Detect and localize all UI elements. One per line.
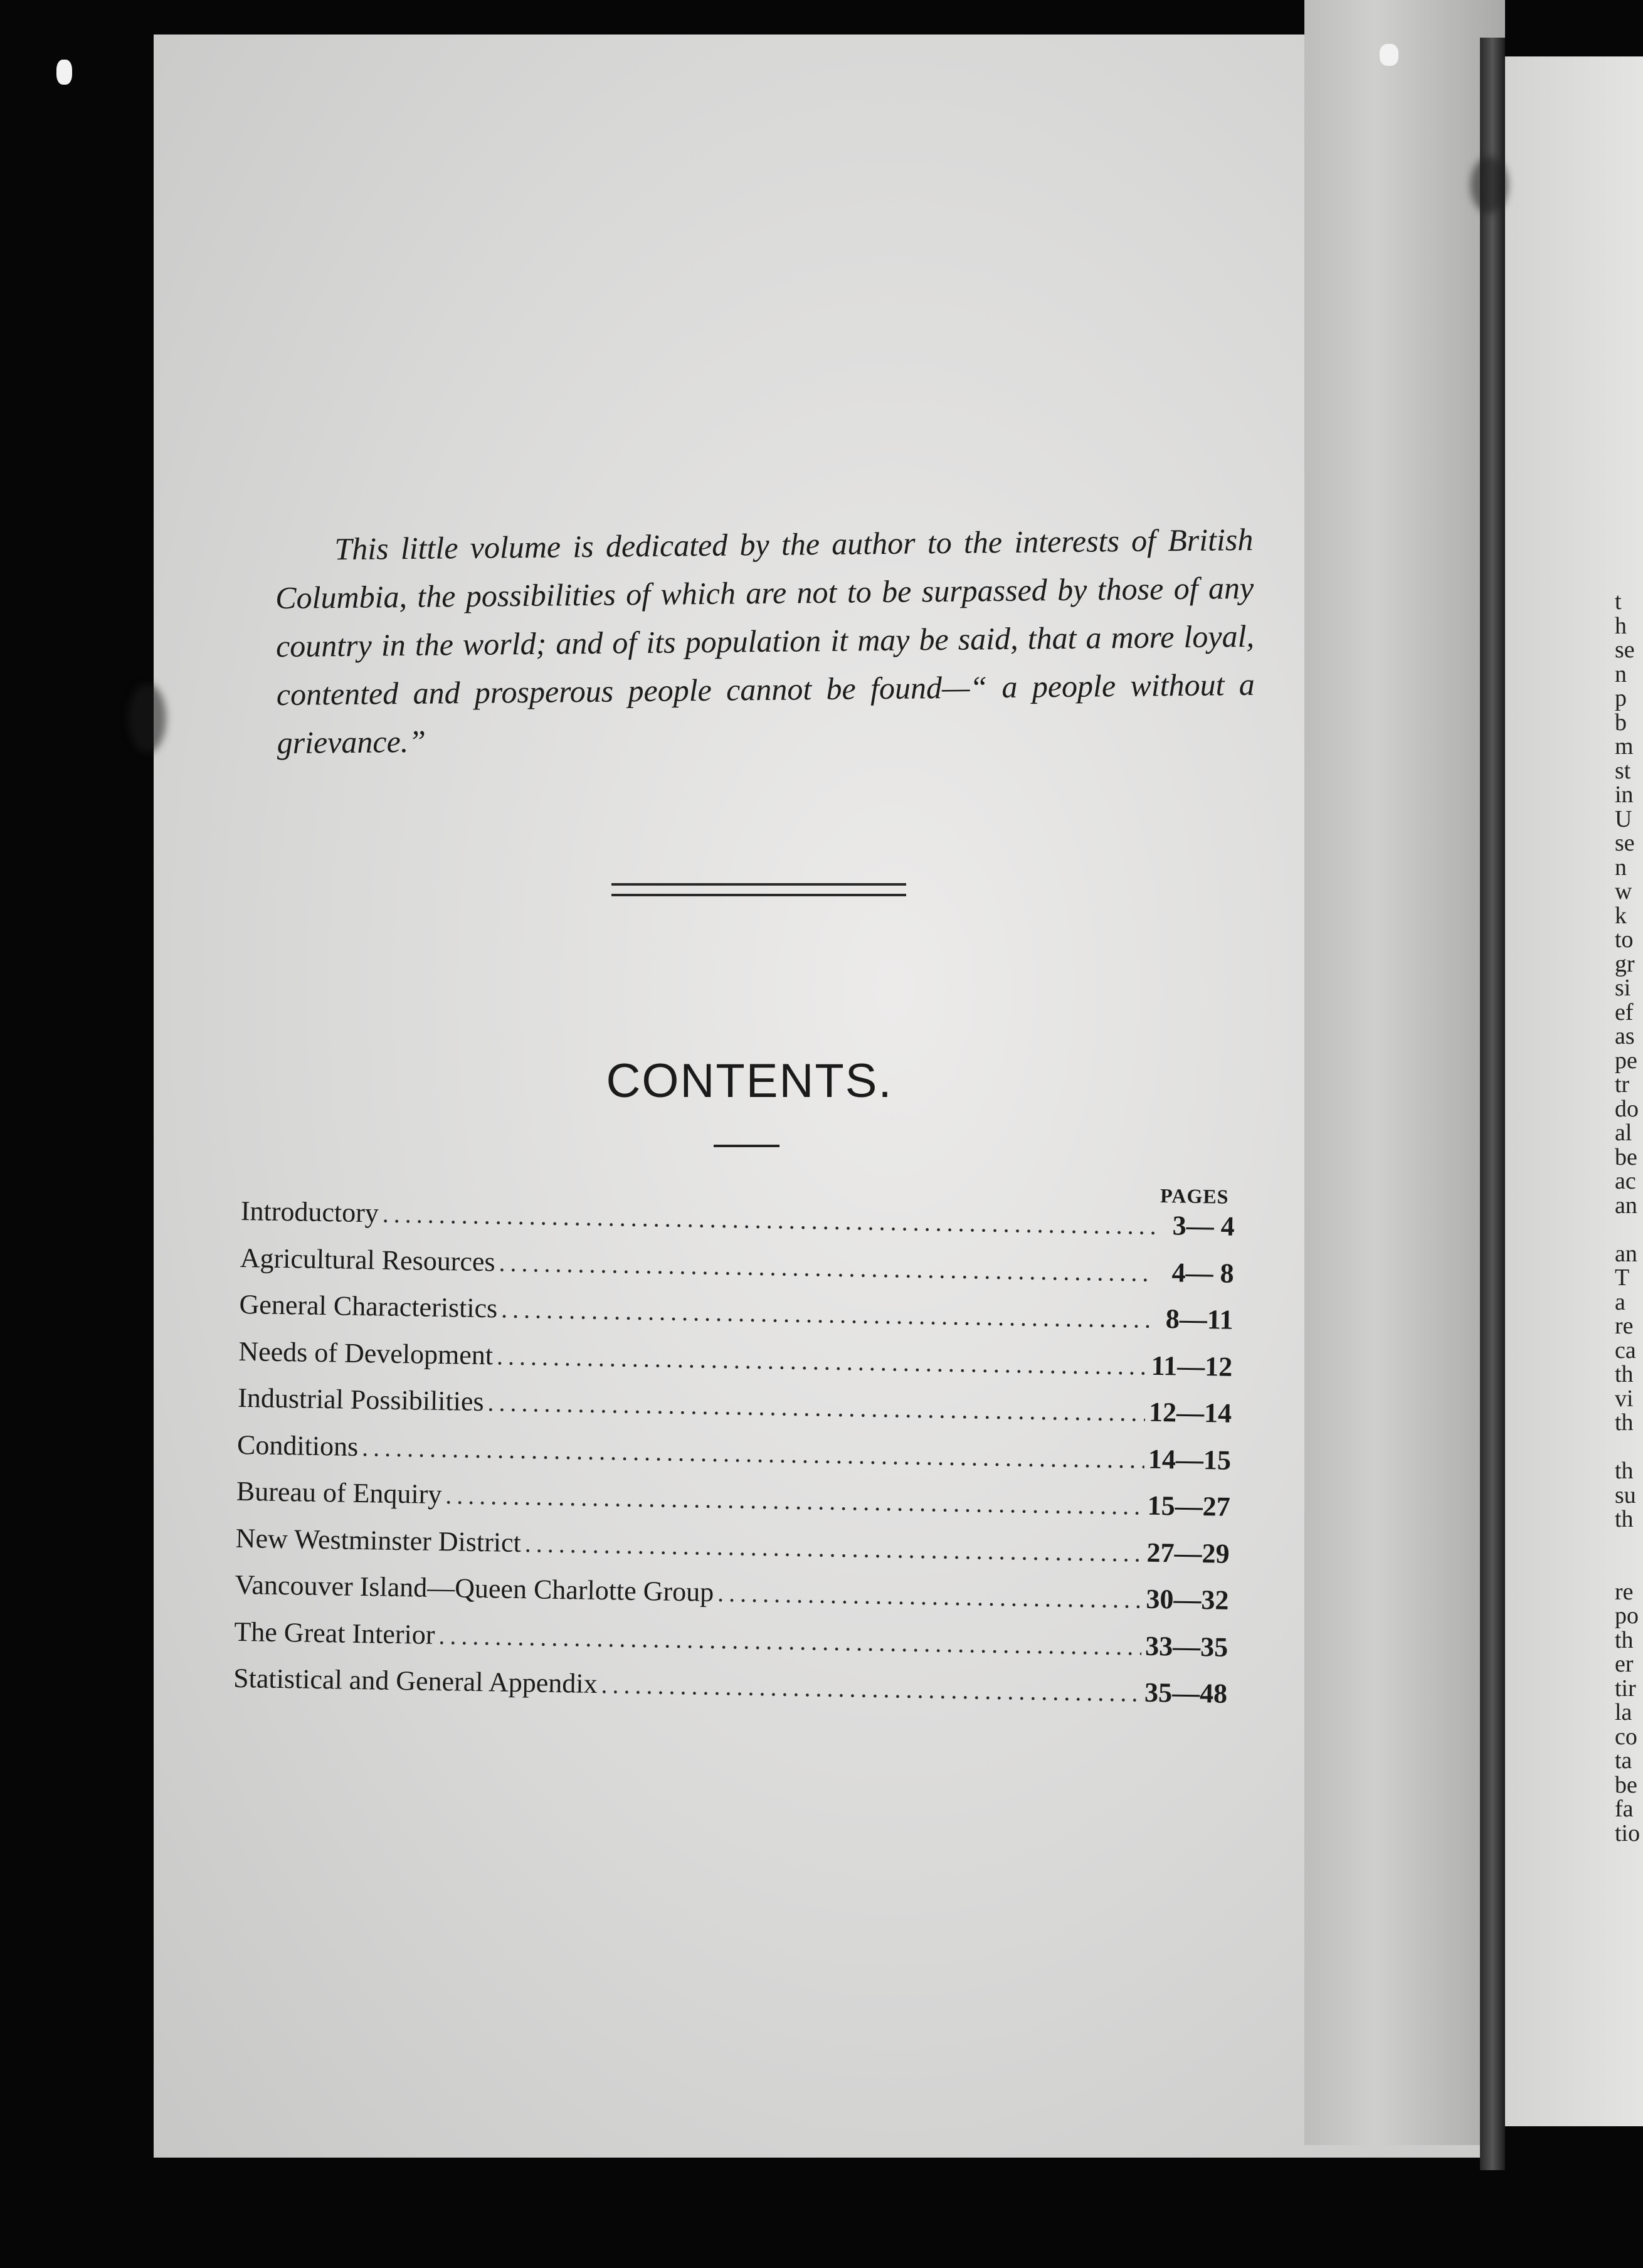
toc-leader-dots [717,1578,1143,1614]
facing-page-text-fragments: t h se n p b m st in U se n w k to gr si ef as pe tr do al be ac an an T a re ca th vi th th su th re po th er tir la co ta be fa tio [1615,588,1640,1847]
toc-entry-title: Statistical and General Appendix [233,1662,598,1700]
toc-entry-pages: 35—48 [1144,1677,1228,1709]
toc-entry-pages: 27—29 [1146,1537,1230,1569]
toc-entry-title: Vancouver Island—Queen Charlotte Group [235,1569,714,1608]
toc-entry-pages: 8—11 [1165,1303,1234,1335]
toc-entry-pages: 3— 4 [1172,1210,1235,1242]
page-fold-shadow [1304,0,1505,2145]
toc-entry-pages: 11—12 [1151,1350,1233,1382]
toc-leader-dots [524,1529,1143,1567]
double-rule-top [611,883,906,886]
toc-entry-title: Needs of Development [238,1335,494,1370]
toc-entry-title: Introductory [240,1195,379,1229]
toc-entry-pages: 15—27 [1147,1490,1231,1522]
toc-entry-title: Agricultural Resources [240,1242,496,1277]
contents-heading: CONTENTS. [606,1054,893,1108]
toc-entry-pages: 33—35 [1144,1630,1228,1663]
toc-entry-pages: 12—14 [1148,1396,1232,1429]
dedication-paragraph: This little volume is dedicated by the author to the interests of British Columbia, the possibilities of which are not to be surpassed by those of any country in the world; and of its population it may be said, that a more loyal, contented and prosperous people cannot be found—“ a people without a grievance.” [275,521,1255,761]
toc-entry-title: General Characteristics [239,1288,498,1324]
ink-smudge [1471,157,1508,213]
toc-entry-pages: 4— 8 [1171,1256,1234,1289]
pages-column-header: PAGES [1160,1184,1229,1208]
toc-entry-title: Industrial Possibilities [237,1382,484,1417]
book-spine [1480,38,1505,2170]
paper-speck [1380,44,1398,66]
toc-entry-title: The Great Interior [234,1616,435,1650]
paper-speck [56,60,72,85]
table-of-contents [233,1170,1235,1724]
ink-smudge [129,684,166,753]
contents-underline [714,1145,779,1147]
toc-entry-title: New Westminster District [235,1522,522,1558]
toc-entry-title: Conditions [236,1429,359,1462]
toc-entry-title: Bureau of Enquiry [236,1475,442,1510]
toc-entry-pages: 14—15 [1148,1443,1232,1476]
toc-leader-dots [601,1670,1141,1708]
double-rule-bottom [611,894,906,896]
toc-entry-pages: 30—32 [1146,1583,1229,1616]
